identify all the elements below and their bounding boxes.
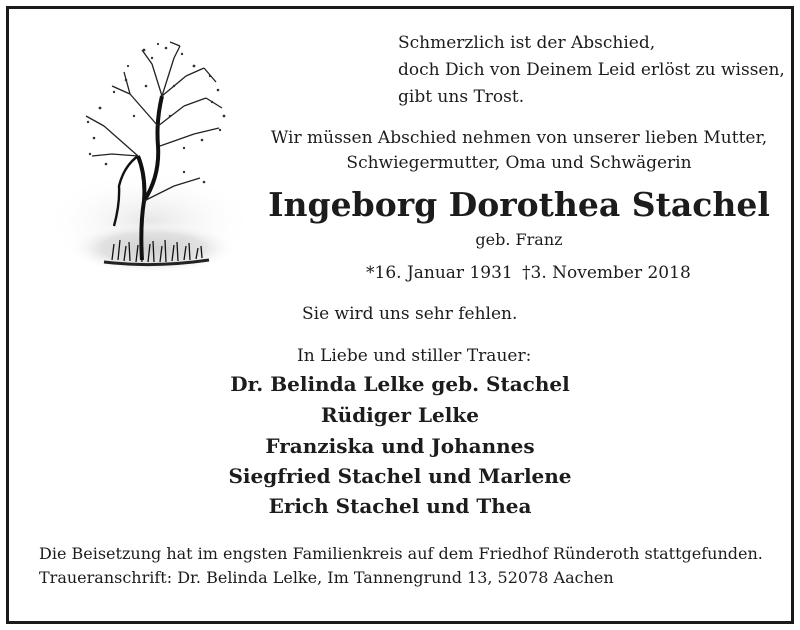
birth-date: *16. Januar 1931	[366, 263, 513, 283]
announcement-intro	[232, 126, 800, 176]
miss-text: Sie wird uns sehr fehlen.	[302, 304, 518, 324]
grief-text: In Liebe und stiller Trauer:	[297, 346, 532, 366]
poem-line: Schmerzlich ist der Abschied,	[398, 33, 656, 53]
deceased-name: Ingeborg Dorothea Stachel	[268, 185, 770, 224]
mourner-name: Rüdiger Lelke	[321, 403, 479, 427]
death-date: †3. November 2018	[522, 263, 691, 283]
mourning-address: Traueranschrift: Dr. Belinda Lelke, Im Tannengrund 13, 52078 Aachen	[39, 568, 614, 587]
intro-line-1: Wir müssen Abschied nehmen von unserer lieben Mutter,	[270, 128, 768, 148]
intro-line-2: Schwiegermutter, Oma und Schwägerin	[346, 153, 692, 173]
poem-line: gibt uns Trost.	[398, 87, 525, 107]
birth-name: geb. Franz	[475, 230, 563, 249]
mourner-name: Franziska und Johannes	[265, 434, 535, 458]
tree-illustration-icon	[34, 36, 264, 286]
poem-line: doch Dich von Deinem Leid erlöst zu wissen,	[398, 60, 785, 80]
burial-note: Die Beisetzung hat im engsten Familienkreis auf dem Friedhof Ründeroth stattgefunden.	[39, 544, 763, 563]
poem	[398, 30, 785, 111]
mourner-name: Siegfried Stachel und Marlene	[228, 464, 572, 488]
mourner-name: Erich Stachel und Thea	[268, 494, 532, 518]
mourner-name: Dr. Belinda Lelke geb. Stachel	[230, 372, 570, 396]
